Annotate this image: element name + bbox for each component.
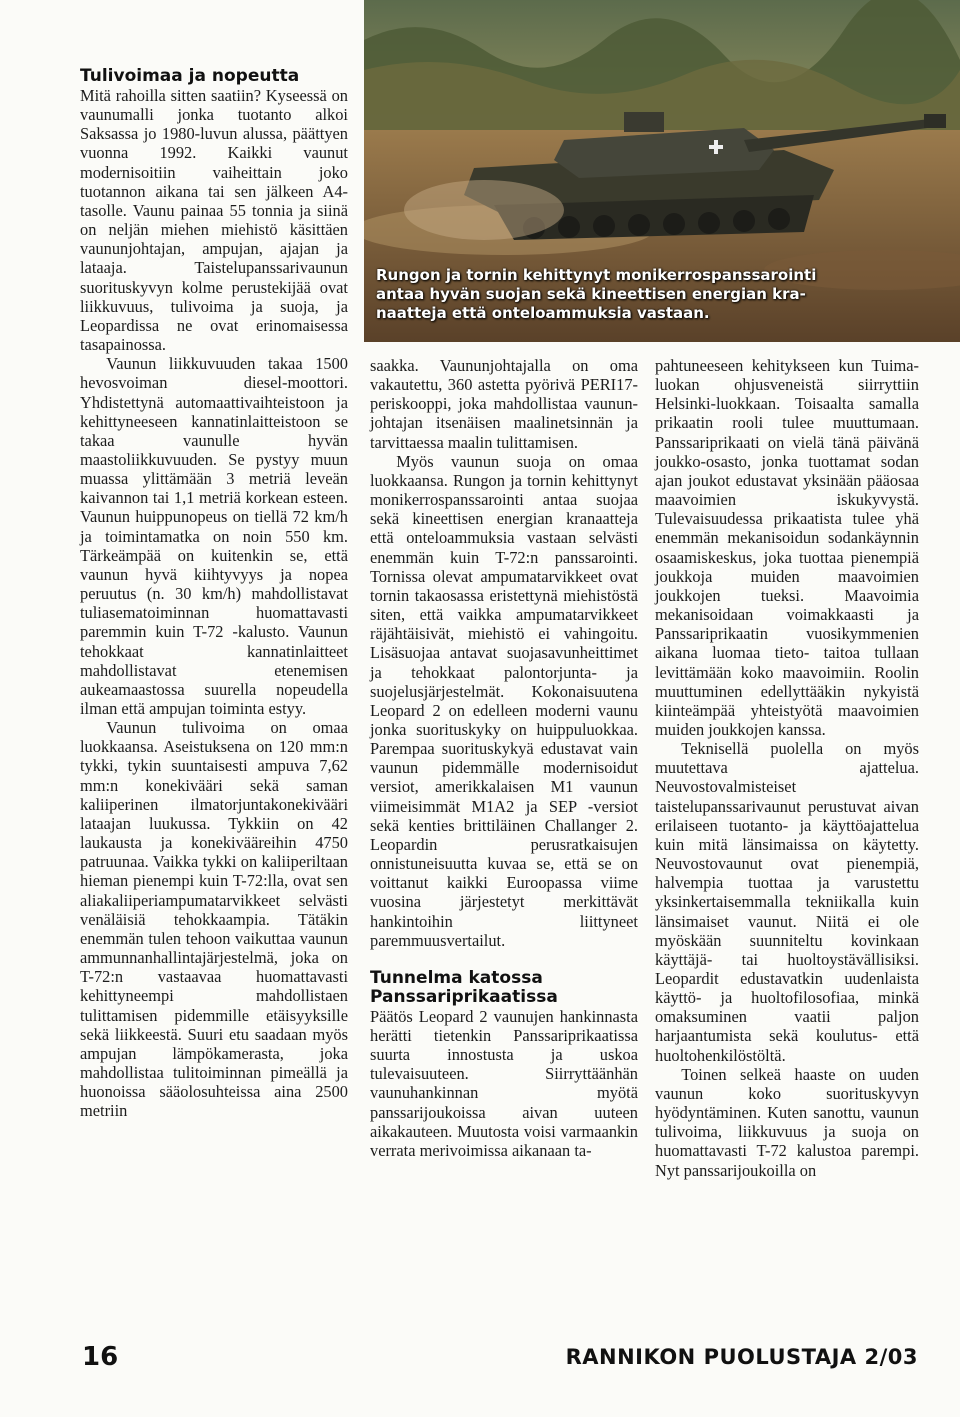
caption-line-2: antaa hyvän suojan sekä kineettisen energian kra- (376, 285, 806, 303)
paragraph: Toinen selkeä haaste on uuden vaunun koko suorituskyvyn hyödyntäminen. Kuten sanottu, vaunun tulivoima, liikkuvuus ja suoja on huomattavasti T-72 kalustoa parempi. Nyt panssarijoukoilla on (655, 1064, 919, 1180)
section-heading-tulivoimaa: Tulivoimaa ja nopeutta (80, 66, 300, 86)
paragraph: saakka. Vaununjohtajalla on oma vakautettu, 360 astetta pyörivä PERI17-periskooppi, joka mahdollistaa vaununjohtajan itsenäisen maalinetsinnän ja tarvittaessa maalin tulittamisen. (370, 356, 638, 452)
heading-line-1: Tunnelma katossa (370, 967, 543, 988)
page-number: 16 (82, 1342, 119, 1372)
caption-line-1: Rungon ja tornin kehittynyt monikerrospanssarointi (376, 266, 817, 284)
paragraph: Teknisellä puolella on myös muutettava ajattelua. Neuvostovalmisteiset taistelupanssarivaunut perustuvat aivan erilaiseen tuotanto- ja käyttöajattelua kuin mitä länsimaissa on käytetty. Neuvostovaunut ovat pienempiä, halvempia tuottaa ja varustettu yksinkertaisemmalla tekniikalla kuin länsimaiset vaunut. Niitä ei ole myöskään suunniteltu kovinkaan käyttäjä- tai huoltoystävällisiksi. Leopardit edustavatkin uudenlaista käyttö- ja huoltofilosofiaa, minkä omaksuminen vaatii paljon harjaantumista sekä koulutus- että huoltohenkilöstöltä. (655, 739, 919, 1065)
paragraph: Päätös Leopard 2 vaunujen hankinnasta herätti tietenkin Panssariprikaatissa suurta innostusta ja uskoa tulevaisuuteen. Siirryttäänhän vaunuhankinnan myötä panssarijoukoissa aivan uuteen aikakauteen. Muutosta voisi varmaankin verrata merivoimissa aikanaan ta- (370, 1006, 638, 1160)
paragraph: Mitä rahoilla sitten saatiin? Kyseessä on vaunumalli jonka tuotanto alkoi Saksassa jo 1980-luvun alussa, päättyen vuonna 1992. Kaikki vaunut modernisoitiin vaiheittain joko tuotannon aikana tai sen jälkeen A4-tasolle. Vaunu painaa 55 tonnia ja siinä on neljän miehen miehistö käsittäen vaununjohtajan, ampujan, ajajan ja lataaja. Taistelupanssarivaunun suorituskyvyn kolme perustekijää ovat liikkuvuus, tulivoima ja suoja, ja Leopardissa ne ovat erinomaisessa tasapainossa. (80, 86, 348, 355)
section-heading-tunnelma (370, 969, 638, 1007)
article-column-2 (370, 356, 638, 1160)
magazine-title: RANNIKON PUOLUSTAJA 2/03 (565, 1345, 918, 1369)
paragraph: Myös vaunun suoja on omaa luokkaansa. Rungon ja tornin kehittynyt monikerrospanssarointi antaa suojaa sekä kineettisen energian kranaatteja että onteloammuksia vastaan selvästi enemmän kuin T-72:n panssarointi. Tornissa olevat ampumatarvikkeet ovat tornin takaosassa eristettynä miehistöstä siten, että vaikka ampumatarvikkeet räjähtäisivät, miehistö ei vahingoitu. Lisäsuojaa antavat suojasavunheittimet ja tehokkaat palontorjunta- ja suojelusjärjestelmät. Kokonaisuutena Leopard 2 on edelleen moderni vaunu jonka suorituskyky on huippuluokkaa. Parempaa suorituskykyä edustavat vain vaunun pidemmälle modernisoidut versiot, amerikkalaisen M1 vaunun viimeisimmät M1A2 ja SEP -versiot sekä kenties brittiläinen Challanger 2. Leopardin perusratkaisujen onnistuneisuutta kuvaa se, että se on voittanut kaikki Euroopassa viime vuosina järjestetyt merkittävät hankintoihin liittyneet paremmuusvertailut. (370, 451, 638, 950)
paragraph: pahtuneeseen kehitykseen kun Tuima-luokan ohjusveneistä siirryttiin Helsinki-luokkaan. Toisaalta samalla prikaatin rooli tulee muuttumaan. Panssariprikaati on vielä tänä päivänä joukko-osasto, jonka tuottamat sodan ajan joukot edustavat yksinään pääosaa maavoimien iskukyvystä. Tulevaisuudessa prikaatista tulee yhä enemmän mekanisoidun sodankäynnin osaamiskeskus, joka tuottaa pienempiä joukkoja muiden maavoimien joukkojen tueksi. Maavoimia mekanisoidaan voimakkaasti ja Panssariprikaatin vuosikymmenien aikana luomaa tieto- taitoa tullaan levittämään koko maavoimiin. Roolin muuttuminen edellyttääkin nykyistä kiinteämpää yhteistyötä maavoimien muiden joukkojen kanssa. (655, 356, 919, 739)
caption-line-3: naatteja että onteloammuksia vastaan. (376, 304, 710, 322)
article-column-3 (655, 356, 919, 1180)
heading-line-2: Panssariprikaatissa (370, 986, 558, 1007)
paragraph: Vaunun liikkuvuuden takaa 1500 hevosvoiman diesel-moottori. Yhdistettynä automaattivaihteistoon ja kehittyneeseen kannatinlaitteistoon se takaa vaunulle hyvän maastoliikkuvuuden. Se pystyy muun muassa ylittämään 3 metriä leveän kaivannon tai 1,1 metriä korkean esteen. Vaunun huippunopeus on tiellä 72 km/h ja toimintamatka on noin 550 km. Tärkeämpää on kuitenkin se, että vaunun hyvä kiihtyvyys ja nopea peruutus (n. 30 km/h) mahdollistavat tuliasematoiminnan huomattavasti paremmin kuin T-72 -kalusto. Vaunun tehokkaat kannatinlaitteet mahdollistavat etenemisen aukeamaastossa suurella nopeudella ilman että ampujan toiminta estyy. (80, 354, 348, 718)
paragraph: Vaunun tulivoima on omaa luokkaansa. Aseistuksena on 120 mm:n tykki, tykin suuntaisesti ampuva 7,62 mm:n konekivääri sekä saman kaliiperinen ilmatorjuntakonekivääri lataajan luukussa. Tykkiin on 42 laukausta ja konekivääreihin 4750 patruunaa. Vaikka tykki on kaliiperiltaan hieman pienempi kuin T-72:lla, ovat sen aliakaliiperiampumatarvikkeet selvästi venäläisiä tehokkaampia. Tätäkin enemmän tulen tehoon vaikuttaa vaunun ammunnanhallintajärjestelmä, joka on T-72:n vastaavaa huomattavasti kehittyneempi mahdollistaen tulittamisen pidemmille etäisyyksille sekä liikkeestä. Suuri etu saadaan myös ampujan lämpökamerasta, joka mahdollistaa tulitoiminnan pimeällä ja huonoissa sääolosuhteissa aina 2500 metriin (80, 718, 348, 1121)
article-column-1 (80, 67, 348, 1120)
photo-caption (376, 266, 846, 323)
